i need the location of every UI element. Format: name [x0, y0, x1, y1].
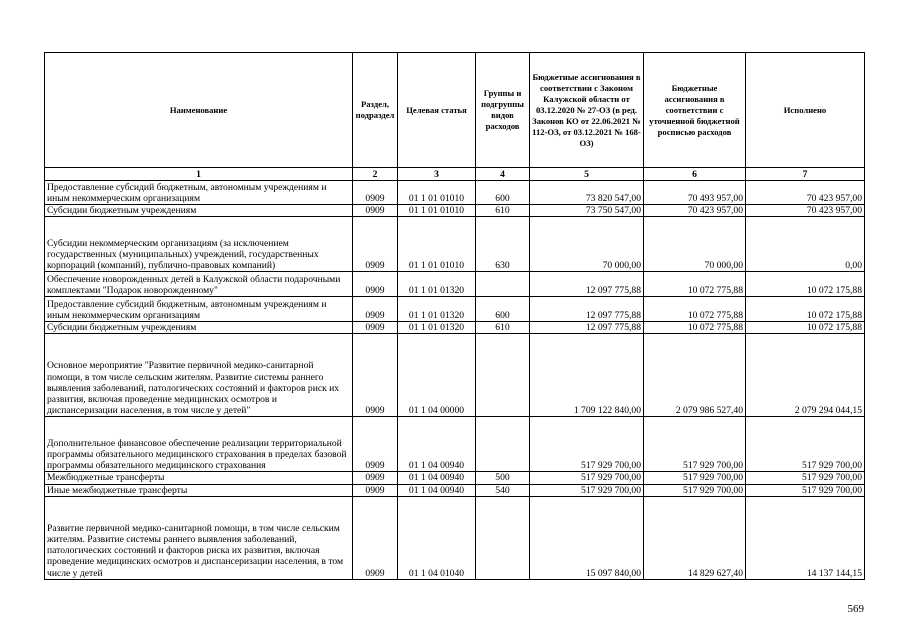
row-article: 01 1 04 00000: [398, 334, 476, 417]
row-law-amount: 70 000,00: [530, 217, 644, 272]
row-executed-amount: 14 137 144,15: [746, 496, 865, 579]
row-article: 01 1 04 00940: [398, 484, 476, 496]
budget-table-sheet: [44, 52, 864, 580]
row-law-amount: 517 929 700,00: [530, 484, 644, 496]
row-law-amount: 73 750 547,00: [530, 205, 644, 217]
row-article: 01 1 01 01320: [398, 272, 476, 297]
row-law-amount: 1 709 122 840,00: [530, 334, 644, 417]
row-executed-amount: 10 072 175,88: [746, 322, 865, 334]
row-refined-amount: 10 072 775,88: [644, 297, 746, 322]
row-group: 630: [476, 217, 530, 272]
row-article: 01 1 01 01320: [398, 322, 476, 334]
header-refined-allocation: Бюджетные ассигнования в соответствии с уточненной бюджетной росписью расходов: [644, 53, 746, 168]
row-name: Иные межбюджетные трансферты: [45, 484, 353, 496]
row-refined-amount: 70 423 957,00: [644, 205, 746, 217]
row-law-amount: 12 097 775,88: [530, 322, 644, 334]
column-number: 3: [398, 168, 476, 181]
row-law-amount: 517 929 700,00: [530, 417, 644, 472]
row-group: 600: [476, 181, 530, 205]
row-name: Субсидии некоммерческим организациям (за исключением государственных (муниципальных) учреждений, государственных корпораций (компаний), публично-правовых компаний): [45, 217, 353, 272]
row-name: Дополнительное финансовое обеспечение реализации территориальной программы обязательного медицинского страхования в пределах базовой программы обязательного медицинского страхования: [45, 417, 353, 472]
table-row: [45, 496, 865, 579]
row-section: 0909: [353, 417, 398, 472]
page-number: 569: [847, 603, 864, 615]
row-section: 0909: [353, 217, 398, 272]
row-group: [476, 417, 530, 472]
row-section: 0909: [353, 272, 398, 297]
row-article: 01 1 04 00940: [398, 472, 476, 484]
row-law-amount: 517 929 700,00: [530, 472, 644, 484]
header-article: Целевая статья: [398, 53, 476, 168]
row-section: 0909: [353, 181, 398, 205]
row-name: Межбюджетные трансферты: [45, 472, 353, 484]
table-row: [45, 322, 865, 334]
row-name: Субсидии бюджетным учреждениям: [45, 205, 353, 217]
row-law-amount: 73 820 547,00: [530, 181, 644, 205]
budget-table: [44, 52, 865, 580]
row-name: Обеспечение новорожденных детей в Калужской области подарочными комплектами "Подарок новорожденному": [45, 272, 353, 297]
row-name: Основное мероприятие "Развитие первичной медико-санитарной помощи, в том числе сельским жителям. Развитие системы раннего выявления заболеваний, патологических состояний и факторов риск их развития, включая проведение медицинских осмотров и диспансеризации населения, в том числе у детей": [45, 334, 353, 417]
column-number: 5: [530, 168, 644, 181]
row-group: [476, 334, 530, 417]
row-section: 0909: [353, 297, 398, 322]
row-group: [476, 272, 530, 297]
header-executed: Исполнено: [746, 53, 865, 168]
column-number: 4: [476, 168, 530, 181]
row-article: 01 1 01 01010: [398, 181, 476, 205]
table-row: [45, 272, 865, 297]
table-row: [45, 472, 865, 484]
column-number: 6: [644, 168, 746, 181]
row-executed-amount: 10 072 175,88: [746, 297, 865, 322]
row-group: 540: [476, 484, 530, 496]
row-refined-amount: 517 929 700,00: [644, 472, 746, 484]
row-executed-amount: 0,00: [746, 217, 865, 272]
row-refined-amount: 2 079 986 527,40: [644, 334, 746, 417]
row-refined-amount: 10 072 775,88: [644, 322, 746, 334]
row-name: Предоставление субсидий бюджетным, автономным учреждениям и иным некоммерческим организациям: [45, 297, 353, 322]
row-section: 0909: [353, 484, 398, 496]
row-article: 01 1 01 01010: [398, 217, 476, 272]
row-executed-amount: 70 423 957,00: [746, 205, 865, 217]
table-row: [45, 205, 865, 217]
row-article: 01 1 04 01040: [398, 496, 476, 579]
row-law-amount: 12 097 775,88: [530, 297, 644, 322]
header-name: Наименование: [45, 53, 353, 168]
table-row: [45, 484, 865, 496]
table-row: [45, 181, 865, 205]
row-refined-amount: 10 072 775,88: [644, 272, 746, 297]
row-group: 610: [476, 205, 530, 217]
row-refined-amount: 70 000,00: [644, 217, 746, 272]
table-row: [45, 334, 865, 417]
column-number: 2: [353, 168, 398, 181]
row-section: 0909: [353, 322, 398, 334]
row-name: Предоставление субсидий бюджетным, автономным учреждениям и иным некоммерческим организациям: [45, 181, 353, 205]
row-executed-amount: 517 929 700,00: [746, 472, 865, 484]
row-article: 01 1 01 01010: [398, 205, 476, 217]
row-name: Субсидии бюджетным учреждениям: [45, 322, 353, 334]
table-row: [45, 217, 865, 272]
table-row: [45, 297, 865, 322]
row-executed-amount: 10 072 175,88: [746, 272, 865, 297]
column-number-row: [45, 168, 865, 181]
row-article: 01 1 01 01320: [398, 297, 476, 322]
row-executed-amount: 517 929 700,00: [746, 417, 865, 472]
row-refined-amount: 517 929 700,00: [644, 417, 746, 472]
row-section: 0909: [353, 496, 398, 579]
header-section: Раздел, подраздел: [353, 53, 398, 168]
header-law-allocation: Бюджетные ассигнования в соответствии с Законом Калужской области от 03.12.2020 № 27-ОЗ (в ред. Законов КО от 22.06.2021 № 112-ОЗ, от 03.12.2021 № 168-ОЗ): [530, 53, 644, 168]
row-law-amount: 12 097 775,88: [530, 272, 644, 297]
row-executed-amount: 70 423 957,00: [746, 181, 865, 205]
column-number: 7: [746, 168, 865, 181]
table-row: [45, 417, 865, 472]
row-section: 0909: [353, 334, 398, 417]
row-section: 0909: [353, 472, 398, 484]
header-group: Группы и подгруппы видов расходов: [476, 53, 530, 168]
row-group: 600: [476, 297, 530, 322]
row-group: 610: [476, 322, 530, 334]
row-section: 0909: [353, 205, 398, 217]
row-refined-amount: 517 929 700,00: [644, 484, 746, 496]
row-name: Развитие первичной медико-санитарной помощи, в том числе сельским жителям. Развитие системы раннего выявления заболеваний, патологических состояний и факторов риска их развития, включая проведение медицинских осмотров и диспансеризации населения, в том числе у детей: [45, 496, 353, 579]
row-executed-amount: 2 079 294 044,15: [746, 334, 865, 417]
row-refined-amount: 70 493 957,00: [644, 181, 746, 205]
row-executed-amount: 517 929 700,00: [746, 484, 865, 496]
column-number: 1: [45, 168, 353, 181]
row-article: 01 1 04 00940: [398, 417, 476, 472]
row-refined-amount: 14 829 627,40: [644, 496, 746, 579]
header-row: [45, 53, 865, 168]
row-law-amount: 15 097 840,00: [530, 496, 644, 579]
row-group: [476, 496, 530, 579]
row-group: 500: [476, 472, 530, 484]
